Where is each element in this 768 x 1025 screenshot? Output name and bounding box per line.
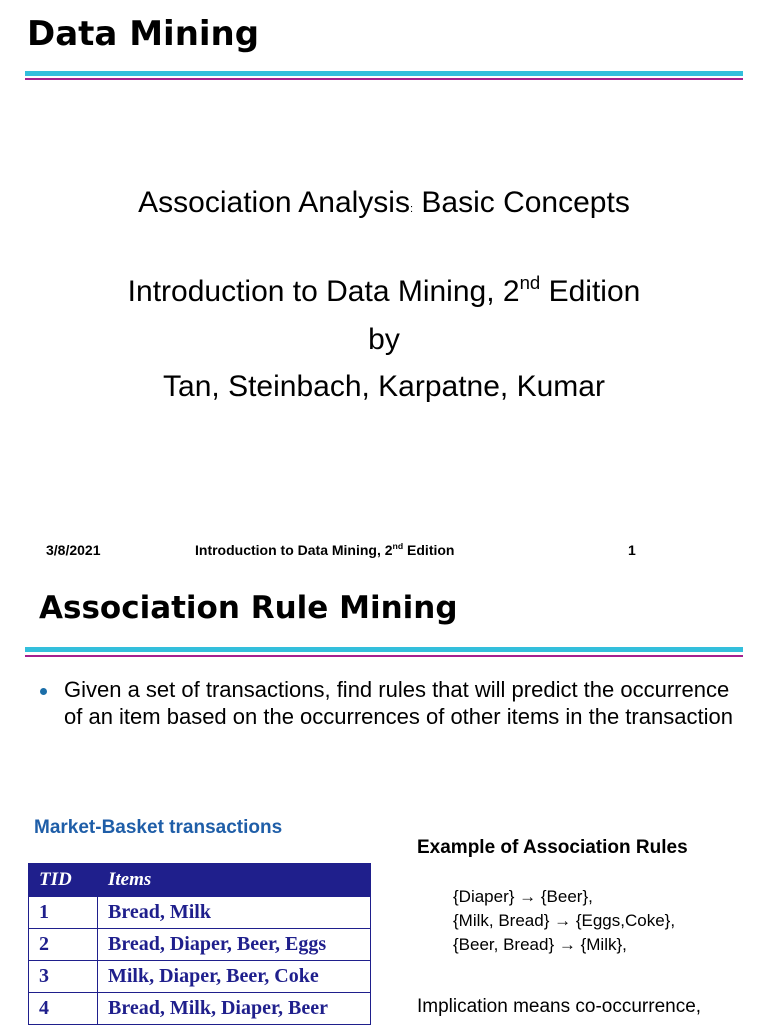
title-rule-cyan-2 xyxy=(25,647,743,652)
rule-item: {Beer, Bread} → {Milk}, xyxy=(453,935,627,954)
cell-tid: 3 xyxy=(29,961,98,993)
title-rule-cyan xyxy=(25,71,743,76)
title-rule-magenta-2 xyxy=(25,655,743,657)
example-rules-title: Example of Association Rules xyxy=(417,837,688,858)
title-rule-magenta xyxy=(25,78,743,80)
rule-item: {Milk, Bread} → {Eggs,Coke}, xyxy=(453,911,676,930)
footer-date: 3/8/2021 xyxy=(46,542,101,558)
table-row xyxy=(29,897,371,929)
cell-tid: 4 xyxy=(29,993,98,1025)
footer-page-number: 1 xyxy=(628,542,636,558)
cell-items: Bread, Milk, Diaper, Beer xyxy=(98,993,371,1025)
cell-tid: 1 xyxy=(29,897,98,929)
column-header-tid: TID xyxy=(29,864,98,897)
cell-items: Bread, Milk xyxy=(98,897,371,929)
cell-items: Bread, Diaper, Beer, Eggs xyxy=(98,929,371,961)
implication-text: Implication means co-occurrence, xyxy=(417,996,702,1017)
table-row xyxy=(29,961,371,993)
slide2-title: Association Rule Mining xyxy=(39,590,458,626)
subtitle-line-4: Tan, Steinbach, Karpatne, Kumar xyxy=(163,370,605,403)
subtitle-line-3: by xyxy=(368,323,400,356)
column-header-items: Items xyxy=(98,864,371,897)
cell-tid: 2 xyxy=(29,929,98,961)
bullet-dot-icon xyxy=(40,688,47,695)
table-row xyxy=(29,993,371,1025)
subtitle-line-1: Association Analysis: Basic Concepts xyxy=(138,186,630,219)
slide1-title: Data Mining xyxy=(27,14,260,54)
transactions-title: Market-Basket transactions xyxy=(34,817,283,838)
transactions-table xyxy=(28,863,371,1025)
subtitle-line-2: Introduction to Data Mining, 2nd Edition xyxy=(127,272,641,308)
footer-center: Introduction to Data Mining, 2nd Edition xyxy=(195,540,455,558)
bullet-text: Given a set of transactions, find rules that will predict the occurrence of an item based on the occurrences of other items in the transaction xyxy=(64,677,733,729)
rules-list xyxy=(453,885,675,957)
cell-items: Milk, Diaper, Beer, Coke xyxy=(98,961,371,993)
table-row xyxy=(29,929,371,961)
table-header-row xyxy=(29,864,371,897)
rule-item: {Diaper} → {Beer}, xyxy=(453,887,593,906)
